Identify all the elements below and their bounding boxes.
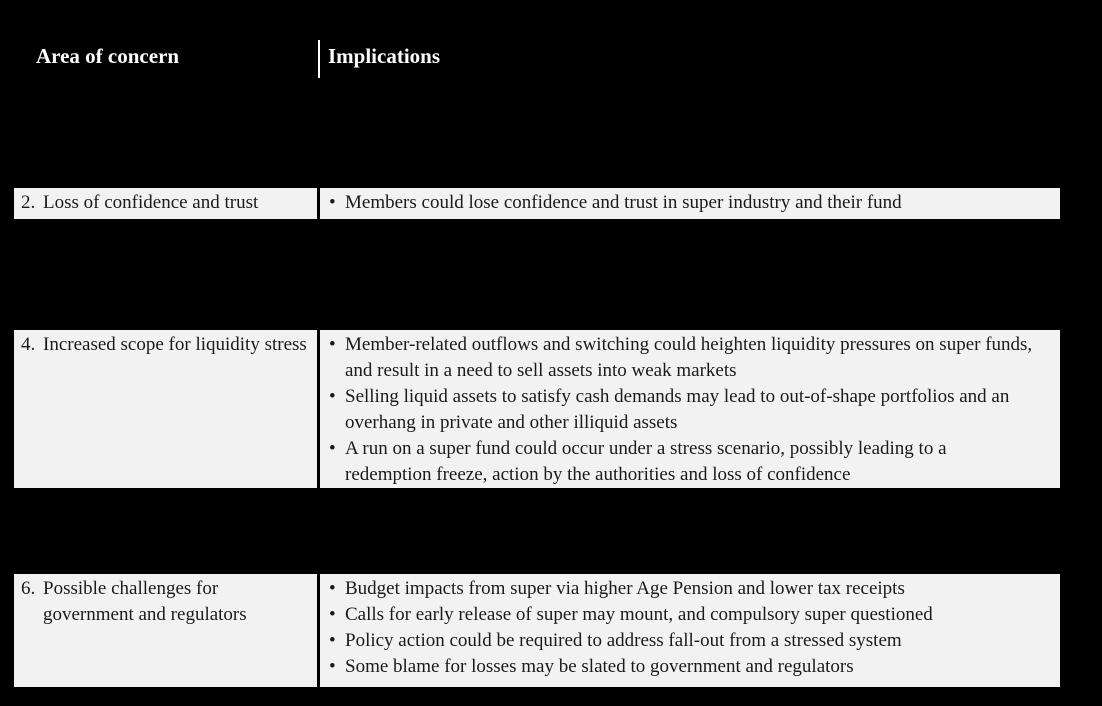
implication-text: Calls for early release of super may mount, and compulsory super questioned	[345, 604, 933, 625]
implications-list	[329, 576, 1036, 680]
implication-item	[329, 190, 1036, 216]
implications-list	[329, 190, 1036, 216]
bullet-icon: •	[329, 334, 336, 355]
table-row	[14, 574, 1060, 687]
bullet-icon: •	[329, 656, 336, 677]
row-number: 6.	[21, 578, 36, 599]
bullet-icon: •	[329, 386, 336, 407]
column-header-implications: Implications	[328, 44, 441, 68]
implications-list	[329, 332, 1036, 488]
implication-item	[329, 332, 1036, 384]
area-cell	[14, 188, 317, 219]
implications-cell	[320, 330, 1060, 488]
bullet-icon: •	[329, 604, 336, 625]
implication-item	[329, 576, 1036, 602]
implication-item	[329, 436, 1036, 488]
header-column-divider	[318, 40, 320, 78]
area-text: Increased scope for liquidity stress	[43, 334, 307, 355]
implication-text: Policy action could be required to address fall-out from a stressed system	[345, 630, 902, 651]
column-header-area-of-concern: Area of concern	[36, 44, 180, 68]
area-text: Loss of confidence and trust	[43, 192, 259, 213]
table-row	[14, 188, 1060, 219]
implications-cell	[320, 574, 1060, 687]
bullet-icon: •	[329, 192, 336, 213]
implications-cell	[320, 188, 1060, 219]
area-cell	[14, 330, 317, 488]
bullet-icon: •	[329, 630, 336, 651]
bullet-icon: •	[329, 578, 336, 599]
implication-text: Some blame for losses may be slated to government and regulators	[345, 656, 854, 677]
implication-text: Budget impacts from super via higher Age Pension and lower tax receipts	[345, 578, 905, 599]
implication-item	[329, 654, 1036, 680]
implication-item	[329, 628, 1036, 654]
implication-item	[329, 602, 1036, 628]
implication-text: Selling liquid assets to satisfy cash demands may lead to out-of-shape portfolios and an overhang in private and other illiquid assets	[345, 386, 1010, 433]
implication-text: Member-related outflows and switching could heighten liquidity pressures on super funds, and result in a need to sell assets into weak markets	[345, 334, 1033, 381]
area-cell	[14, 574, 317, 687]
table-row	[14, 330, 1060, 488]
bullet-icon: •	[329, 438, 336, 459]
implication-item	[329, 384, 1036, 436]
row-number: 4.	[21, 334, 36, 355]
implication-text: Members could lose confidence and trust in super industry and their fund	[345, 192, 902, 213]
row-number: 2.	[21, 192, 36, 213]
area-text: Possible challenges for government and regulators	[43, 578, 247, 625]
implication-text: A run on a super fund could occur under a stress scenario, possibly leading to a redemption freeze, action by the authorities and loss of confidence	[345, 438, 947, 485]
